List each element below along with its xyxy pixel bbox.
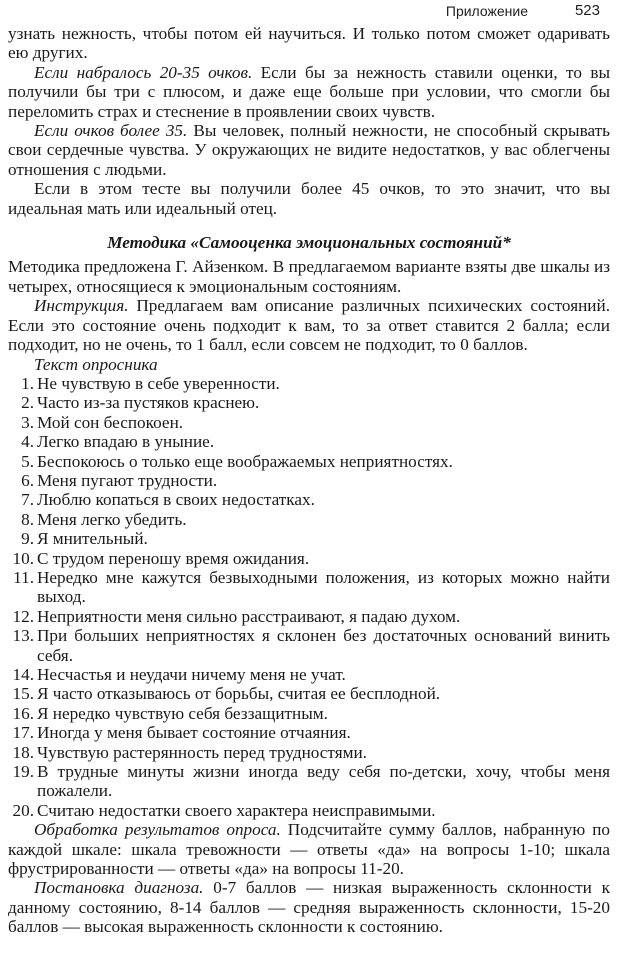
item-text: Часто из-за пустяков краснею. [37, 393, 260, 413]
running-head: Приложение [445, 3, 528, 19]
questionnaire-item [8, 568, 610, 607]
questionnaire-item [8, 510, 610, 529]
diagnosis-paragraph [8, 878, 610, 936]
item-number: 8. [21, 509, 34, 529]
score-range-label: Если очков более 35. [34, 121, 188, 141]
item-text: Мой сон беспокоен. [37, 412, 184, 432]
item-text: Несчастья и неудачи ничему меня не учат. [37, 665, 346, 684]
item-text: Беспокоюсь о только еще воображаемых неприятностях. [37, 451, 453, 471]
method-paragraph: Методика предложена Г. Айзенком. В предлагаемом варианте взяты две шкалы из четырех, относящиеся к эмоциональным состояниям. [8, 257, 610, 296]
item-text: Неприятности меня сильно расстраивают, я падаю духом. [37, 606, 461, 626]
questionnaire-item [8, 665, 610, 684]
item-text: С трудом переношу время ожидания. [37, 548, 310, 568]
questionnaire-item [8, 374, 610, 393]
item-number: 5. [21, 451, 34, 471]
item-number: 19. [12, 762, 34, 782]
item-number: 12. [12, 606, 34, 626]
questionnaire-item [8, 723, 610, 742]
item-number: 11. [13, 567, 34, 587]
item-number: 4. [21, 432, 34, 452]
questionnaire-item [8, 393, 610, 412]
questionnaire-item [8, 743, 610, 762]
processing-label: Обработка результатов опроса. [34, 820, 281, 840]
item-text: При больших неприятностях я склонен без достаточных оснований винить себя. [37, 626, 610, 665]
score-range-text: Вы человек, полный нежности, не способный скрывать свои сердечные чувства. У окружающих не видите недостатков, у вас облегчены отношения с людьми. [8, 121, 610, 179]
item-number: 13. [12, 626, 34, 646]
item-text: Меня пугают трудности. [37, 470, 218, 490]
instruction-label: Инструкция. [34, 296, 129, 316]
questionnaire-item [8, 607, 610, 626]
instruction-text: Предлагаем вам описание различных психических состояний. Если это состояние очень подходит к вам, то за ответ ставится 2 балла; если подходит, но не очень, то 1 балл, если совсем не подходит, то 0 баллов. [8, 296, 610, 355]
method-title: Методика «Самооценка эмоциональных состояний* [107, 233, 511, 253]
processing-text: Подсчитайте сумму баллов, набранную по каждой шкале: шкала тревожности — ответы «да» на вопросы 1-10; шкала фрустрированности — ответы «да» на вопросы 11-20. [8, 820, 610, 879]
questionnaire-item [8, 762, 610, 801]
questionnaire-item [8, 471, 610, 490]
item-text: Я нередко чувствую себя беззащитным. [37, 703, 328, 723]
questionnaire-item [8, 549, 610, 568]
item-text: Чувствую растерянность перед трудностями. [37, 742, 367, 762]
score-range-label: Если набралось 20-35 очков. [34, 62, 253, 82]
item-text: Люблю копаться в своих недостатках. [37, 490, 315, 510]
item-number: 9. [21, 529, 34, 549]
item-number: 16. [12, 703, 34, 723]
item-number: 10. [12, 548, 34, 568]
intro-paragraph-4: Если в этом тесте вы получили более 45 очков, то это значит, что вы идеальная мать или идеальный отец. [8, 179, 610, 218]
questionnaire-item [8, 801, 610, 820]
intro-paragraph-3 [8, 121, 610, 179]
page-body [8, 24, 610, 937]
item-text: Считаю недостатки своего характера неисправимыми. [37, 800, 436, 820]
intro-paragraph-2 [8, 63, 610, 121]
processing-paragraph [8, 820, 610, 878]
item-text: Меня легко убедить. [37, 509, 187, 529]
item-text: В трудные минуты жизни иногда веду себя по-детски, хочу, чтобы меня пожалели. [37, 762, 610, 801]
page-header [0, 0, 620, 24]
item-number: 2. [21, 393, 34, 413]
instruction-paragraph [8, 296, 610, 354]
item-text: Не чувствую в себе уверенности. [37, 373, 280, 393]
item-text: Я мнительный. [37, 529, 148, 549]
item-number: 14. [12, 665, 34, 684]
item-number: 20. [12, 800, 34, 820]
item-number: 17. [12, 723, 34, 743]
questionnaire-item [8, 529, 610, 548]
item-text: Иногда у меня бывает состояние отчаяния. [37, 723, 351, 743]
questionnaire-list [8, 374, 610, 820]
questionnaire-heading: Текст опросника [34, 354, 158, 374]
intro-paragraph-1: узнать нежность, чтобы потом ей научиться. И только потом сможет одаривать ею других. [8, 24, 610, 63]
item-text: Нередко мне кажутся безвыходными положения, из которых можно найти выход. [37, 567, 610, 607]
item-number: 18. [12, 742, 34, 762]
item-number: 6. [21, 470, 34, 490]
questionnaire-item [8, 626, 610, 665]
item-text: Легко впадаю в уныние. [37, 432, 215, 452]
questionnaire-item [8, 704, 610, 723]
item-number: 7. [21, 490, 34, 510]
item-number: 1. [21, 373, 34, 393]
questionnaire-item [8, 490, 610, 509]
item-number: 3. [21, 412, 34, 432]
questionnaire-item [8, 413, 610, 432]
questionnaire-item [8, 684, 610, 703]
diagnosis-label: Постановка диагноза. [34, 878, 204, 898]
page-number: 523 [574, 2, 600, 19]
item-text: Я часто отказываюсь от борьбы, считая ее бесплодной. [37, 684, 441, 704]
diagnosis-text: 0-7 баллов — низкая выраженность склонности к данному состоянию, 8-14 баллов — средняя выраженность склонности, 15-20 баллов — высокая выраженность склонности к состоянию. [8, 878, 610, 937]
questionnaire-item [8, 432, 610, 451]
questionnaire-item [8, 452, 610, 471]
item-number: 15. [12, 684, 34, 704]
score-range-text: Если бы за нежность ставили оценки, то вы получили бы три с плюсом, и даже еще больше при условии, что смогли бы переломить страх и стеснение в проявлении своих чувств. [8, 62, 610, 121]
